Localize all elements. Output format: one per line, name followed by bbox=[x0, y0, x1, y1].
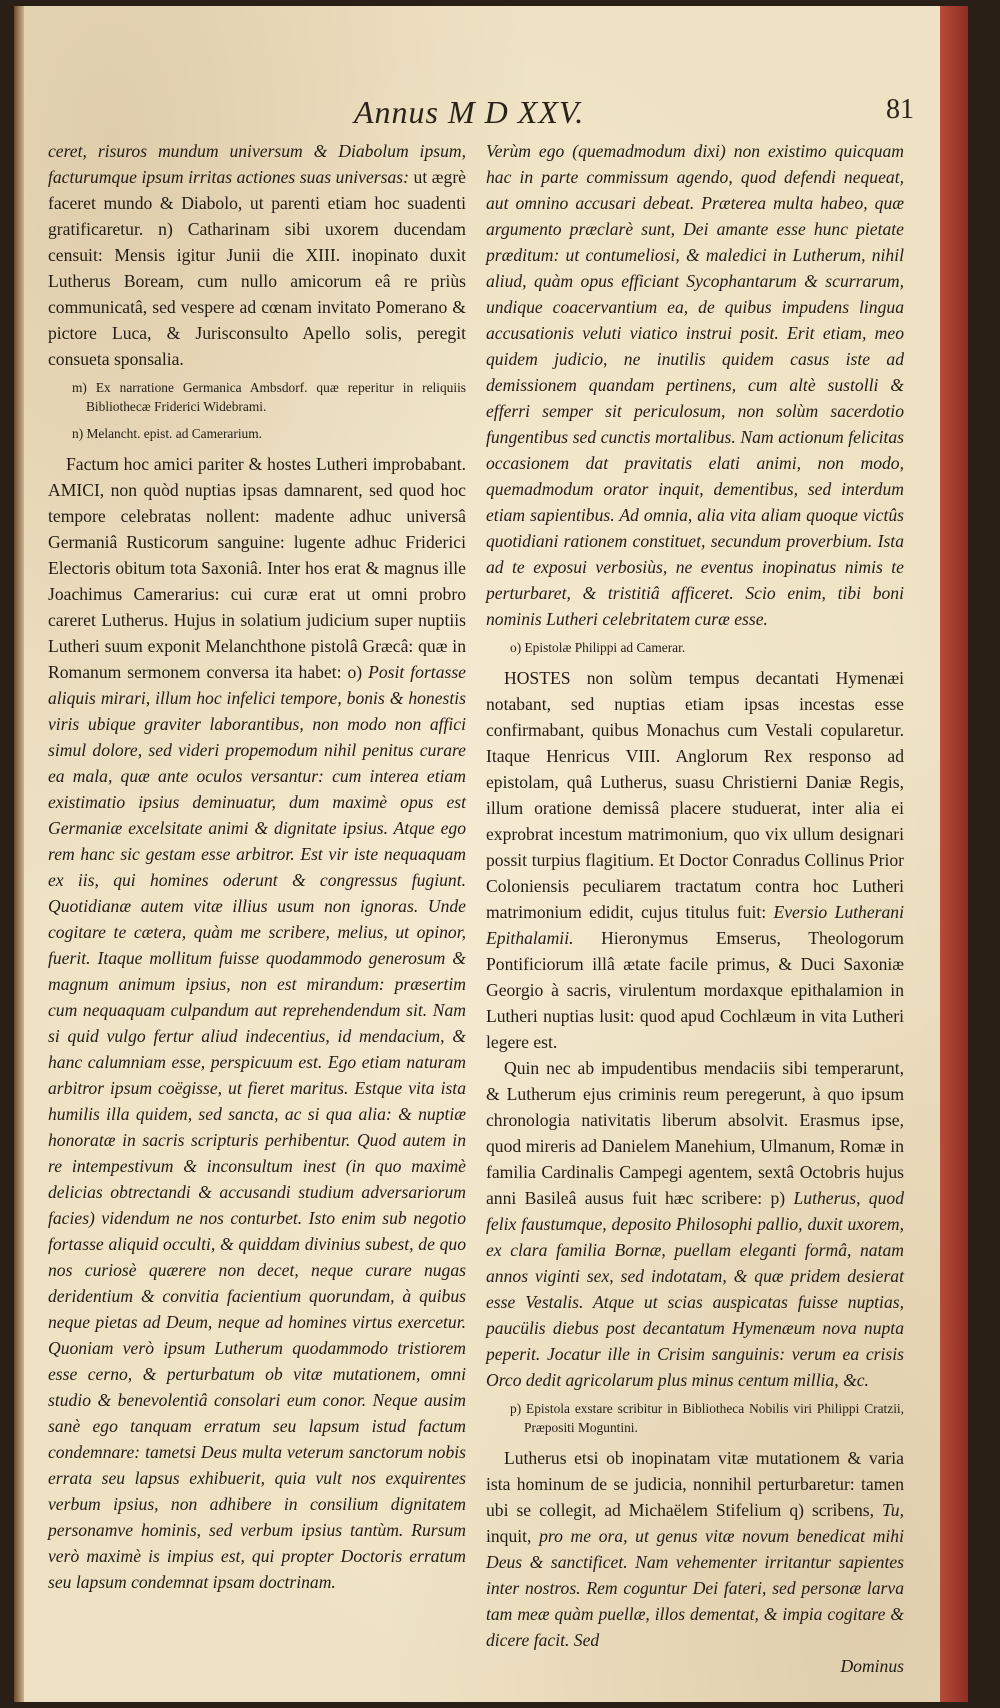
latin-quote: Lutherus, quod felix faustumque, deposito Philosophi pallio, duxit uxorem, ex clara familia Bornæ, puellam eleganti formâ, natam annos viginti sex, sed indotatam, & quæ pridem desierat esse Vestalis. Atque ut scias auspicatas fuisse nuptias, paucülis diebus post decantatum Hymenæum nova nupta peperit. Jocatur ille in Crisim sanguinis: verum ea crisis Orco dedit agricolarum plus minus centum millia, &c. bbox=[486, 1188, 904, 1390]
paragraph bbox=[486, 665, 904, 1055]
page-number: 81 bbox=[886, 94, 914, 125]
footnote-p: p) Epistola exstare scribitur in Bibliotheca Nobilis viri Philippi Cratzii, Præpositi Moguntini. bbox=[510, 1401, 904, 1435]
footnote-m: m) Ex narratione Germanica Ambsdorf. quæ reperitur in reliquiis Bibliothecæ Friderici Widebrami. bbox=[72, 380, 466, 414]
paragraph bbox=[486, 1445, 904, 1653]
latin-quote: ceret, risuros mundum universum & Diabolum ipsum, facturumque ipsum irritas actiones suas universas: bbox=[48, 141, 466, 187]
right-column bbox=[486, 138, 904, 1679]
left-column bbox=[48, 138, 466, 1595]
book-page bbox=[14, 6, 964, 1702]
page-header bbox=[354, 94, 914, 138]
latin-quote: Tu, bbox=[874, 1500, 904, 1520]
latin-quote: pro me ora, ut genus vitæ novum benedicat mihi Deus & sanctificet. Nam vehementer irritantur sapientes inter nostros. Rem coguntur Dei fateri, sed personæ larva tam meæ quàm puellæ, illos dementat, & impia cogitare & dicere facit. Sed bbox=[486, 1526, 904, 1650]
running-head: Annus M D XXV. bbox=[354, 94, 585, 130]
footnote-o: o) Epistolæ Philippi ad Camerar. bbox=[510, 640, 686, 655]
paragraph bbox=[486, 1055, 904, 1393]
body-text: Quin nec ab impudentibus mendaciis sibi temperarunt, & Lutherum ejus criminis reum peregerunt, à quo ipsum chronologia nativitatis liberum absolvit. Erasmus ipse, quod mireris ad Danielem Manehium, Ulmanum, Romæ in familia Cardinalis Campegi agentem, sextâ Octobris hujus anni Basileâ ausus fuit hæc scribere: p) bbox=[486, 1058, 904, 1208]
catchword: Dominus bbox=[840, 1656, 904, 1676]
body-text: Factum hoc amici pariter & hostes Lutheri improbabant. AMICI, non quòd nuptias ipsas damnarent, sed quod hoc tempore celebratas nollent: madente adhuc universâ Germaniâ Rusticorum sanguine: lugente adhuc Friderici Electoris obitum tota Saxoniâ. Inter hos erat & magnus ille Joachimus Camerarius: cui curæ erat ut omni probro careret Lutherus. Hujus in solatium judicium super nuptiis Lutheri suum exponit Melanchthone pistolâ Græcâ: quæ in Romanum sermonem conversa ita habet: o) bbox=[48, 454, 466, 682]
latin-quote: Posit fortasse aliquis mirari, illum hoc infelici tempore, bonis & honestis viris ubique graviter laborantibus, non modo non affici simul dolore, sed videri propemodum nihil penitus curare ea mala, quæ ante oculos versantur: cum interea etiam existimatio ipsius deminuatur, dum maximè opus est Germaniæ excelsitate animi & dignitate ipsius. Atque ego rem hanc sic gestam esse arbitror. Est vir iste nequaquam ex iis, qui homines oderunt & congressus fugiunt. Quotidianæ autem vitæ illius usum non ignoras. Unde cogitare te cætera, quàm me scribere, melius, ut opinor, fuerit. Itaque mollitum fuisse quodammodo generosum & magnum animum ipsius, non est mirandum: præsertim cum nequaquam culpandum aut reprehendendum sit. Nam si quid vulgo fertur aliud indecentius, id mendacium, & hanc calumniam esse, perspicuum est. Ego etiam naturam arbitror ipsum coëgisse, ut fieret maritus. Estque vita ista humilis illa quidem, sed sancta, ac si qua alia: & nuptiæ honoratæ in sacris scripturis perhibentur. Quod autem in re intempestivum & inconsultum inest (in quo maximè delicias obtrectandi & accusandi studium adversariorum facies) videndum ne nos conturbet. Isto enim sub negotio fortasse aliquid occulti, & quiddam divinius subest, de quo nos curiosè quærere non decet, neque curare nugas deridentium & convitia facientium quorundam, à quibus neque pietas ad Deum, neque ad homines virtus exercetur. Quoniam verò ipsum Lutherum quodammodo tristiorem esse cerno, & perturbatum ob vitæ mutationem, omni studio & benevolentiâ consolari eum conor. Neque ausim sanè ego tanquam erratum seu lapsum istud factum condemnare: tametsi Deus multa veterum sanctorum nobis errata seu lapsus exhibuerit, quia vult nos exquirentes verbum ipsius, non adhibere in consilium dignitatem personamve hominis, sed verbum ipsius tantùm. Rursum verò maximè is impius est, qui propter Doctoris erratum seu lapsum condemnat ipsam doctrinam. bbox=[48, 662, 466, 1592]
paragraph: Verùm ego (quemadmodum dixi) non existimo quicquam hac in parte commissum agendo, quod defendi nequeat, aut omnino accusari debeat. Præterea multa habeo, quæ argumento præclarè sunt, Dei amante esse hunc pietate præditum: ut contumeliosi, & maledici in Lutherum, nihil aliud, quàm opus efficiant Sycophantarum & scurrarum, undique coacervantium ea, de quibus impudens lingua accusationis veluti viatico instrui posit. Erit etiam, meo quidem judicio, ne inutilis quidem casus iste ad demissionem quandam pertinens, cum altè sustolli & efferri semper sit periculosum, non solùm sacerdotio fungentibus sed cunctis mortalibus. Nam actionum felicitas occasionem dat pravitatis elati animi, non modo, quemadmodum orator inquit, dementibus, sed interdum etiam sapientibus. Ad omnia, alia vita aliam quoque victûs quotidiani rationem constituet, secundum proverbium. Ista ad te exposui verbosiùs, ne eventus inopinatus nimis te perturbaret, & tristitiâ afficeret. Scio enim, tibi boni nominis Lutheri celebritatem curæ esse. bbox=[486, 141, 904, 629]
body-text: ut ægrè faceret mundo & Diabolo, ut parenti etiam hoc suadenti gratificaretur. n) Catharinam sibi uxorem ducendam censuit: Mensis igitur Junii die XIII. inopinato duxit Lutherus Boream, cum nullo amicorum eâ re priùs communicatâ, sed vespere ad cœnam invitato Pomerano & pictore Luca, & Jurisconsulto Apello solis, peregit consueta sponsalia. bbox=[48, 167, 466, 369]
body-text: Lutherus etsi ob inopinatam vitæ mutationem & varia ista hominum de se judicia, nonnihil perturbaretur: tamen ubi se collegit, ad Michaëlem Stifelium q) scribens, bbox=[486, 1448, 904, 1520]
page-gutter-shadow bbox=[14, 6, 24, 1702]
book-title: Eversio Lutherani Epithalamii. bbox=[486, 902, 904, 948]
body-text: inquit, bbox=[486, 1526, 532, 1546]
paragraph bbox=[48, 451, 466, 1595]
red-book-edge bbox=[940, 6, 968, 1702]
paragraph bbox=[48, 138, 466, 372]
footnote-n: n) Melancht. epist. ad Camerarium. bbox=[72, 426, 263, 441]
body-text: Hieronymus Emserus, Theologorum Pontificiorum illâ ætate facile primus, & Duci Saxoniæ Georgio à sacris, virulentum mordaxque epithalamion in Lutheri nuptias lusit: quod apud Cochlæum in vita Lutheri legere est. bbox=[486, 928, 904, 1052]
body-text: HOSTES non solùm tempus decantati Hymenæi notabant, sed nuptias etiam ipsas incestas esse confirmabant, quibus Monachus cum Vestali copularetur. Itaque Henricus VIII. Anglorum Rex responso ad epistolam, quâ Lutherus, suasu Christierni Daniæ Regis, illum oratione demissâ placere studuerat, inter alia ei exprobrat incestum matrimonium, quo vix ullum designari possit turpius flagitium. Et Doctor Conradus Collinus Prior Coloniensis peculiarem tractatum contra hoc Lutheri matrimonium edidit, cujus titulus fuit: bbox=[486, 668, 904, 922]
